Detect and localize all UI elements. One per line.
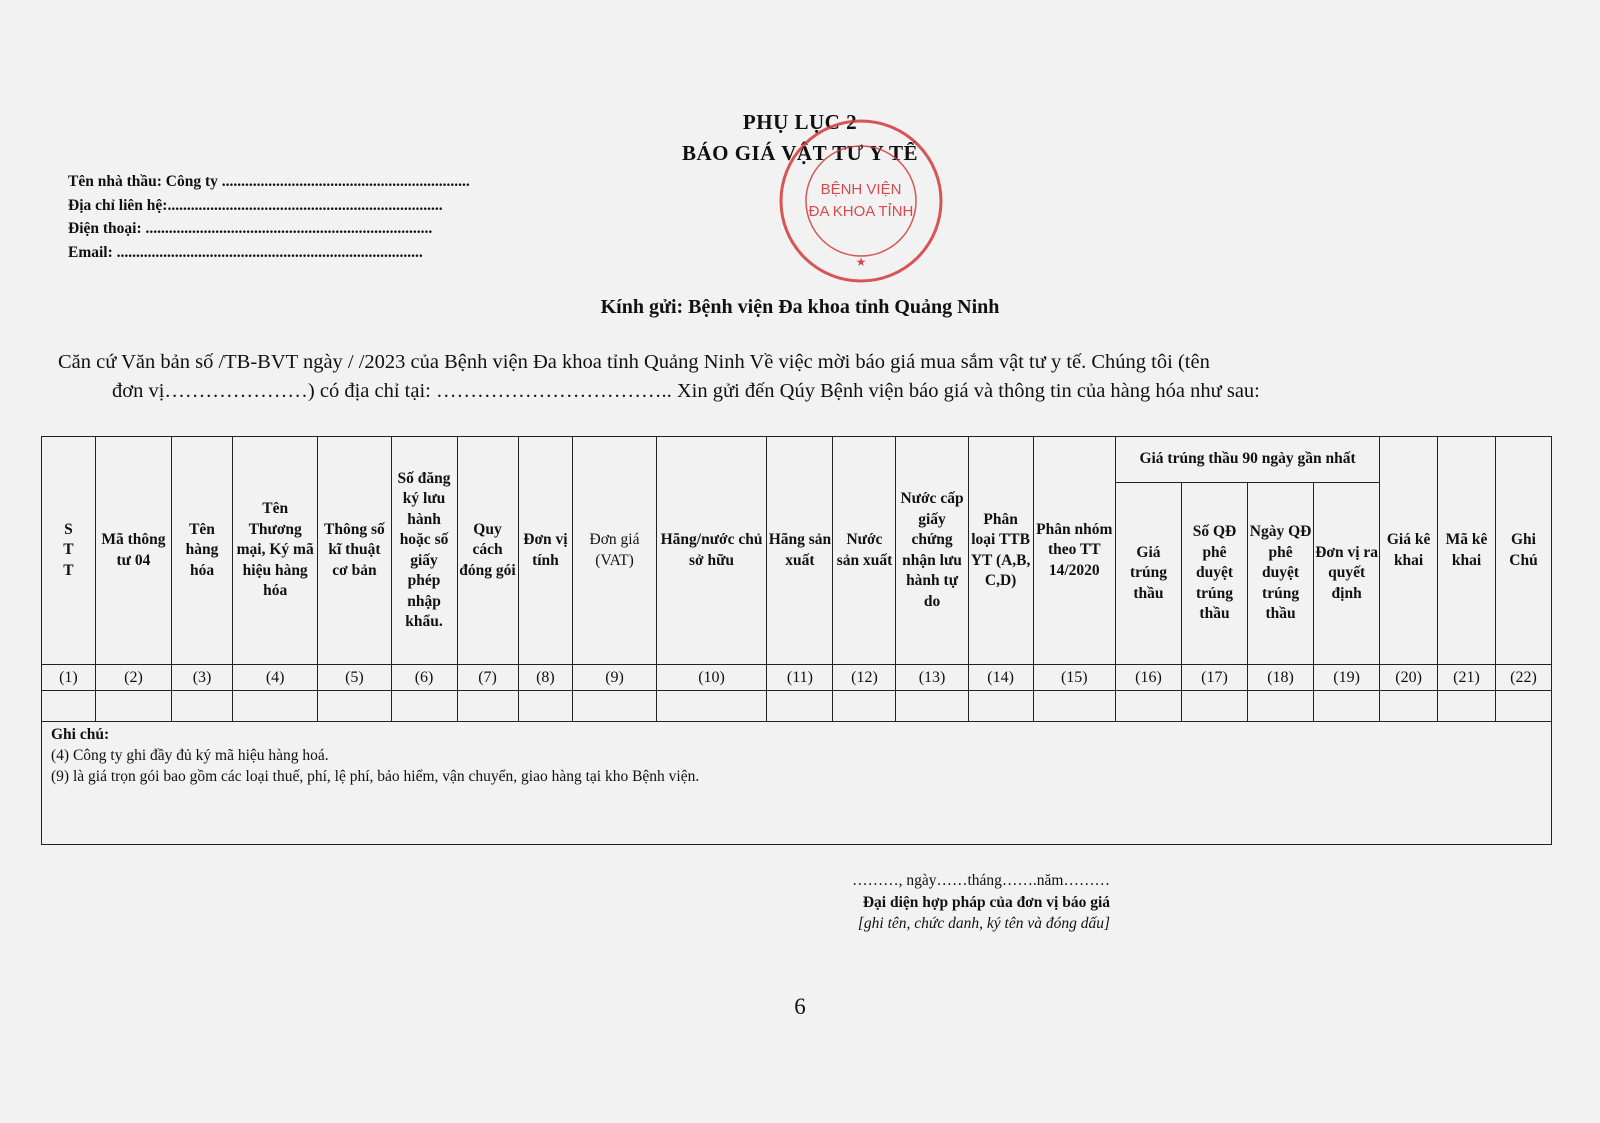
col-header-note: Ghi Chú (1495, 437, 1551, 665)
notes-row (42, 722, 1552, 845)
empty-cell[interactable] (1314, 691, 1380, 722)
col-header-declared-price: Giá kê khai (1380, 437, 1438, 665)
note-item: (9) là giá trọn gói bao gồm các loại thuế, phí, lệ phí, bảo hiểm, vận chuyển, giao hàng tại kho Bệnh viện. (51, 768, 700, 785)
notes-heading: Ghi chú: (51, 726, 110, 743)
notes-cell (42, 722, 1552, 845)
col-number: (8) (518, 665, 573, 691)
empty-cell[interactable] (391, 691, 457, 722)
col-header-decision-date: Ngày QĐ phê duyệt trúng thầu (1248, 483, 1314, 665)
empty-cell[interactable] (573, 691, 656, 722)
col-header-free-sale-country: Nước cấp giấy chứng nhận lưu hành tự do (896, 437, 968, 665)
col-header-goods-name: Tên hàng hóa (172, 437, 233, 665)
contractor-phone-line: Điện thoại: .......................................................................... (68, 220, 433, 237)
empty-entry-row (42, 691, 1552, 722)
col-number: (14) (968, 665, 1033, 691)
col-group-recent-bid: Giá trúng thầu 90 ngày gần nhất (1115, 437, 1379, 483)
col-header-stt: S T T (42, 437, 96, 665)
col-header-trade-name: Tên Thương mại, Ký mã hiệu hàng hóa (233, 437, 318, 665)
contractor-info (68, 170, 470, 264)
col-number: (18) (1248, 665, 1314, 691)
empty-cell[interactable] (233, 691, 318, 722)
col-header-declared-code: Mã kê khai (1438, 437, 1496, 665)
empty-cell[interactable] (42, 691, 96, 722)
col-number: (9) (573, 665, 656, 691)
col-header-classification: Phân loại TTB YT (A,B, C,D) (968, 437, 1033, 665)
col-header-packaging: Quy cách đóng gói (457, 437, 518, 665)
col-number: (11) (767, 665, 833, 691)
empty-cell[interactable] (767, 691, 833, 722)
stamp-line-2: ĐA KHOA TỈNH (808, 203, 914, 220)
col-number: (1) (42, 665, 96, 691)
empty-cell[interactable] (95, 691, 171, 722)
col-header-owner: Hãng/nước chủ sở hữu (656, 437, 767, 665)
empty-cell[interactable] (1495, 691, 1551, 722)
stamp-star-icon: ★ (855, 255, 867, 269)
intro-paragraph (58, 348, 1558, 406)
col-number: (19) (1314, 665, 1380, 691)
empty-cell[interactable] (518, 691, 573, 722)
intro-line-2: đơn vị…………………) có địa chỉ tại: …………………………….. Xin gửi đến Qúy Bệnh viện báo giá và thông tin của hàng hóa như sau: (112, 380, 1260, 402)
appendix-title: PHỤ LỤC 2 (742, 110, 858, 134)
empty-cell[interactable] (896, 691, 968, 722)
col-header-manufacturer: Hãng sản xuất (767, 437, 833, 665)
col-header-country: Nước sản xuất (833, 437, 896, 665)
col-header-circular-code: Mã thông tư 04 (95, 437, 171, 665)
date-line: ………, ngày……tháng…….năm……… (852, 872, 1110, 889)
col-number: (6) (391, 665, 457, 691)
empty-cell[interactable] (1380, 691, 1438, 722)
empty-cell[interactable] (833, 691, 896, 722)
col-header-decision-number: Số QĐ phê duyệt trúng thầu (1181, 483, 1247, 665)
col-header-winning-price: Giá trúng thầu (1115, 483, 1181, 665)
col-number: (16) (1115, 665, 1181, 691)
col-number: (22) (1495, 665, 1551, 691)
empty-cell[interactable] (318, 691, 391, 722)
col-header-tech-specs: Thông số kĩ thuật cơ bản (318, 437, 391, 665)
col-number: (12) (833, 665, 896, 691)
header-row-1 (42, 437, 1552, 483)
empty-cell[interactable] (1115, 691, 1181, 722)
col-header-unit: Đơn vị tính (518, 437, 573, 665)
col-number: (7) (457, 665, 518, 691)
empty-cell[interactable] (457, 691, 518, 722)
col-header-unit-price: Đơn giá (VAT) (573, 437, 656, 665)
contractor-name-line: Tên nhà thầu: Công ty ................................................................ (68, 173, 470, 190)
quotation-table (41, 436, 1552, 845)
document-title: BÁO GIÁ VẬT TƯ Y TẾ (681, 141, 919, 165)
number-row (42, 665, 1552, 691)
col-number: (13) (896, 665, 968, 691)
greeting: Kính gửi: Bệnh viện Đa khoa tỉnh Quảng Ninh (600, 296, 1000, 318)
empty-cell[interactable] (656, 691, 767, 722)
empty-cell[interactable] (1033, 691, 1115, 722)
empty-cell[interactable] (1438, 691, 1496, 722)
empty-cell[interactable] (172, 691, 233, 722)
page-number: 6 (794, 994, 806, 1019)
col-number: (3) (172, 665, 233, 691)
col-number: (20) (1380, 665, 1438, 691)
col-header-decision-unit: Đơn vị ra quyết định (1314, 483, 1380, 665)
contractor-email-line: Email: ............................................................................... (68, 243, 423, 261)
signature-block (760, 870, 1110, 935)
col-number: (5) (318, 665, 391, 691)
empty-cell[interactable] (1181, 691, 1247, 722)
signature-instruction: [ghi tên, chức danh, ký tên và đóng dấu] (857, 915, 1110, 932)
contractor-address-line: Địa chỉ liên hệ:....................................................................... (68, 196, 443, 214)
col-header-group: Phân nhóm theo TT 14/2020 (1033, 437, 1115, 665)
col-header-registration-number: Số đăng ký lưu hành hoặc số giấy phép nhập khẩu. (391, 437, 457, 665)
col-number: (2) (95, 665, 171, 691)
col-number: (4) (233, 665, 318, 691)
note-item: (4) Công ty ghi đầy đủ ký mã hiệu hàng hoá. (51, 747, 329, 764)
hospital-stamp (776, 116, 946, 286)
signer-title: Đại diện hợp pháp của đơn vị báo giá (862, 893, 1110, 911)
intro-line-1: Căn cứ Văn bản số /TB-BVT ngày / /2023 của Bệnh viện Đa khoa tỉnh Quảng Ninh Về việc mời báo giá mua sắm vật tư y tế. Chúng tôi (tên (58, 351, 1210, 373)
stamp-line-1: BỆNH VIỆN (820, 181, 902, 198)
empty-cell[interactable] (1248, 691, 1314, 722)
col-number: (10) (656, 665, 767, 691)
col-number: (15) (1033, 665, 1115, 691)
col-number: (21) (1438, 665, 1496, 691)
col-number: (17) (1181, 665, 1247, 691)
empty-cell[interactable] (968, 691, 1033, 722)
